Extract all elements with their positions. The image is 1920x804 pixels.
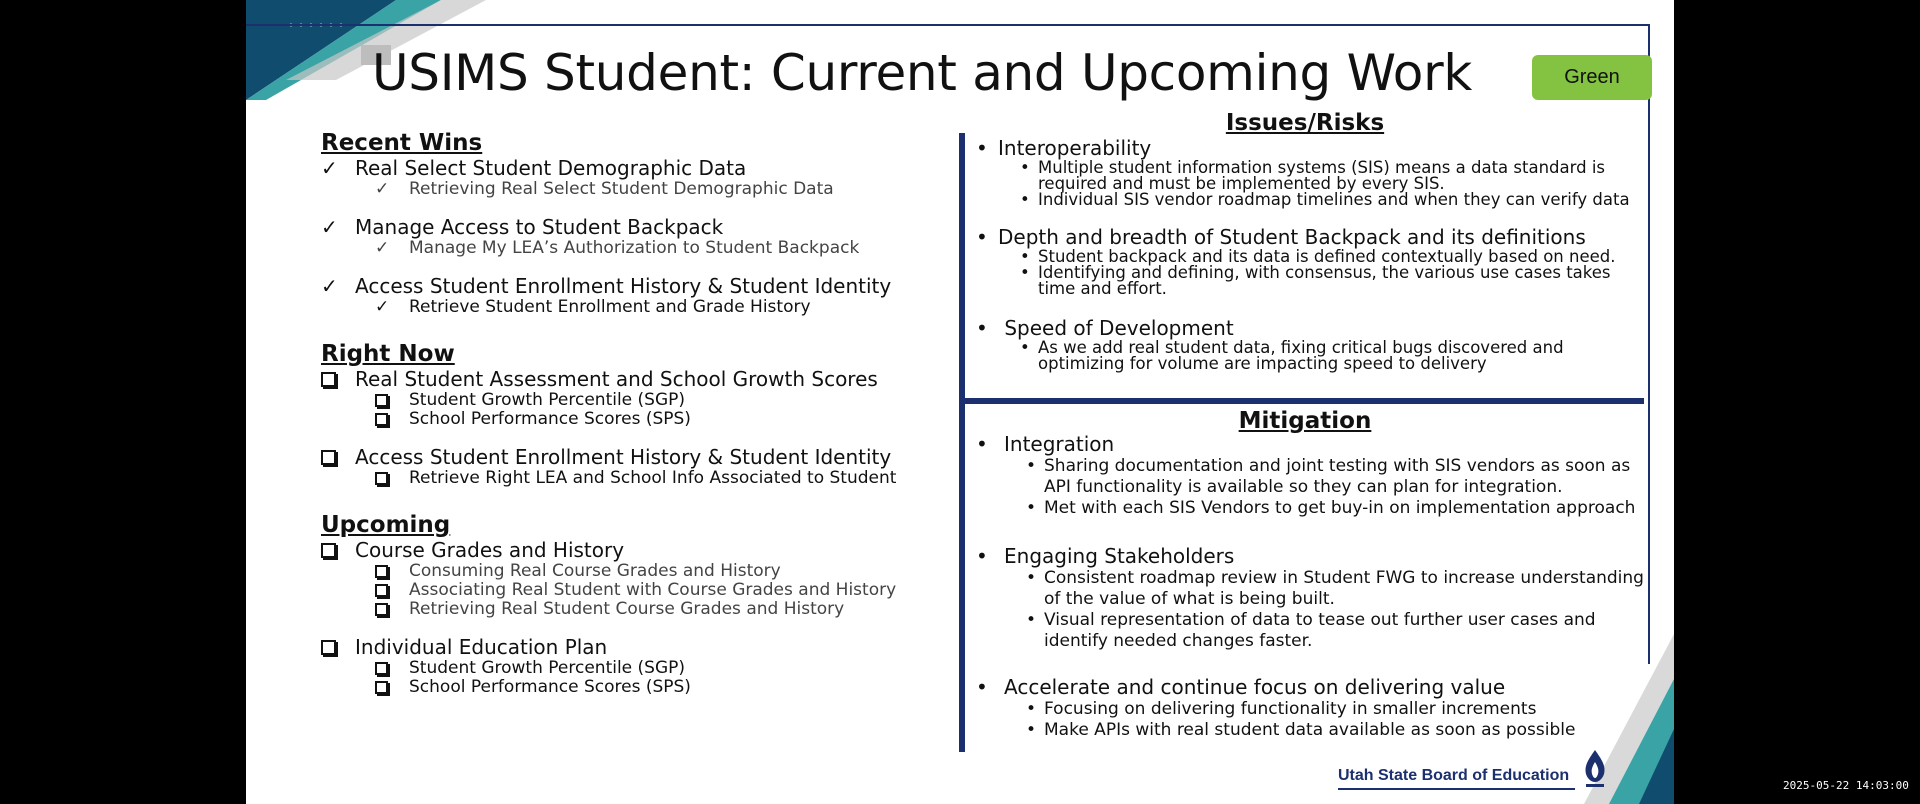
- sub-item: School Performance Scores (SPS): [321, 678, 961, 697]
- frame-right-border: [1648, 24, 1650, 664]
- list-item: • Speed of Development: [976, 316, 1234, 340]
- sub-item: ✓ Retrieve Student Enrollment and Grade History: [375, 297, 811, 317]
- bullet-icon: •: [976, 675, 988, 699]
- right-now-heading: Right Now: [321, 341, 455, 367]
- sub-item: • Identifying and defining, with consensus, the various use cases takes time and effort.: [1020, 263, 1611, 298]
- work-column: [321, 130, 961, 697]
- bullet-icon: •: [976, 544, 988, 568]
- issues-heading: Issues/Risks: [1225, 110, 1385, 136]
- checkbox-icon: [375, 391, 388, 412]
- list-item: ✓ Manage Access to Student Backpack: [321, 215, 724, 239]
- mitigation-heading: Mitigation: [1238, 408, 1372, 434]
- list-item: ✓ Real Select Student Demographic Data: [321, 156, 747, 180]
- list-item: ✓ Access Student Enrollment History & Student Identity: [321, 274, 892, 298]
- bullet-icon: •: [976, 225, 988, 249]
- sub-item: ✓ Retrieving Real Select Student Demographic Data: [375, 179, 834, 199]
- list-item: • Accelerate and continue focus on delivering value: [976, 675, 1506, 699]
- slide: [246, 0, 1674, 804]
- bullet-icon: •: [1020, 158, 1030, 177]
- sub-item: Student Growth Percentile (SGP): [321, 391, 961, 410]
- section-divider: [962, 398, 1644, 404]
- checkbox-icon: [375, 562, 388, 583]
- bullet-icon: •: [1026, 699, 1037, 719]
- status-badge: Green: [1532, 55, 1652, 100]
- bullet-icon: •: [1026, 456, 1037, 476]
- list-item: • Interoperability: [976, 136, 1152, 160]
- checkmark-icon: ✓: [321, 274, 338, 298]
- sub-item: Consuming Real Course Grades and History: [321, 562, 961, 581]
- logo-underline: [1338, 788, 1575, 790]
- checkmark-icon: ✓: [375, 297, 390, 317]
- checkbox-icon: [375, 469, 388, 490]
- sub-item: • Make APIs with real student data available as soon as possible: [1026, 720, 1576, 740]
- sub-item: • Individual SIS vendor roadmap timelines and when they can verify data: [1020, 190, 1630, 209]
- sub-item: • Sharing documentation and joint testing with SIS vendors as soon as API functionality is available so they can plan for integration.: [1026, 456, 1631, 497]
- list-item: Access Student Enrollment History & Student Identity: [321, 445, 961, 469]
- sub-item: Student Growth Percentile (SGP): [321, 659, 961, 678]
- checkbox-icon: [375, 600, 388, 621]
- bullet-icon: •: [1026, 720, 1037, 740]
- recent-wins-heading: Recent Wins: [321, 130, 483, 156]
- checkmark-icon: ✓: [321, 215, 338, 239]
- list-item: Real Student Assessment and School Growth Scores: [321, 367, 961, 391]
- list-item: • Engaging Stakeholders: [976, 544, 1235, 568]
- checkbox-icon: [375, 581, 388, 602]
- sub-item: Retrieving Real Student Course Grades and History: [321, 600, 961, 619]
- issues-list: [976, 137, 1646, 372]
- checkbox-icon: [375, 410, 388, 431]
- bullet-icon: •: [1026, 498, 1037, 518]
- checkmark-icon: ✓: [375, 238, 390, 258]
- sub-item: • Multiple student information systems (SIS) means a data standard is required and must be implemented by every SIS.: [1020, 158, 1606, 193]
- mitigation-list: [976, 433, 1646, 741]
- logo-text: Utah State Board of Education: [1338, 767, 1570, 784]
- bullet-icon: •: [976, 136, 988, 160]
- bullet-icon: •: [976, 432, 988, 456]
- timestamp: 2025-05-22 14:03:00: [1783, 779, 1909, 792]
- upcoming-heading: Upcoming: [321, 512, 451, 538]
- flame-logo-icon: [1580, 748, 1610, 792]
- column-divider: [959, 133, 965, 752]
- checkmark-icon: ✓: [375, 179, 390, 199]
- bullet-icon: •: [1020, 338, 1030, 357]
- sub-item: • Visual representation of data to tease out further user cases and identify needed changes faster.: [1026, 610, 1596, 651]
- checkbox-icon: [321, 635, 341, 660]
- slide-title: USIMS Student: Current and Upcoming Work: [371, 44, 1472, 102]
- checkbox-icon: [375, 659, 388, 680]
- bullet-icon: •: [1020, 190, 1030, 209]
- list-item: Individual Education Plan: [321, 635, 961, 659]
- checkbox-icon: [375, 678, 388, 699]
- checkmark-icon: ✓: [321, 156, 338, 180]
- bullet-icon: •: [976, 316, 988, 340]
- checkbox-icon: [321, 538, 341, 563]
- sub-item: • Focusing on delivering functionality in smaller increments: [1026, 699, 1537, 719]
- bullet-icon: •: [1026, 610, 1037, 630]
- sub-item: Retrieve Right LEA and School Info Associated to Student: [321, 469, 961, 488]
- sub-item: • Consistent roadmap review in Student FWG to increase understanding of the value of what is being built.: [1026, 568, 1644, 609]
- checkbox-icon: [321, 367, 341, 392]
- bullet-icon: •: [1026, 568, 1037, 588]
- sub-item: Associating Real Student with Course Grades and History: [321, 581, 961, 600]
- sub-item: • Student backpack and its data is defined contextually based on need.: [1020, 247, 1616, 266]
- sub-item: • As we add real student data, fixing critical bugs discovered and optimizing for volume are impacting speed to delivery: [1020, 338, 1564, 373]
- frame-top-border: [246, 24, 1650, 26]
- sub-item: • Met with each SIS Vendors to get buy-in on implementation approach: [1026, 498, 1636, 518]
- sub-item: ✓ Manage My LEA’s Authorization to Student Backpack: [375, 238, 860, 258]
- bullet-icon: •: [1020, 247, 1030, 266]
- list-item: • Depth and breadth of Student Backpack and its definitions: [976, 225, 1586, 249]
- checkbox-icon: [321, 445, 341, 470]
- sub-item: School Performance Scores (SPS): [321, 410, 961, 429]
- list-item: Course Grades and History: [321, 538, 961, 562]
- bullet-icon: •: [1020, 263, 1030, 282]
- list-item: • Integration: [976, 432, 1115, 456]
